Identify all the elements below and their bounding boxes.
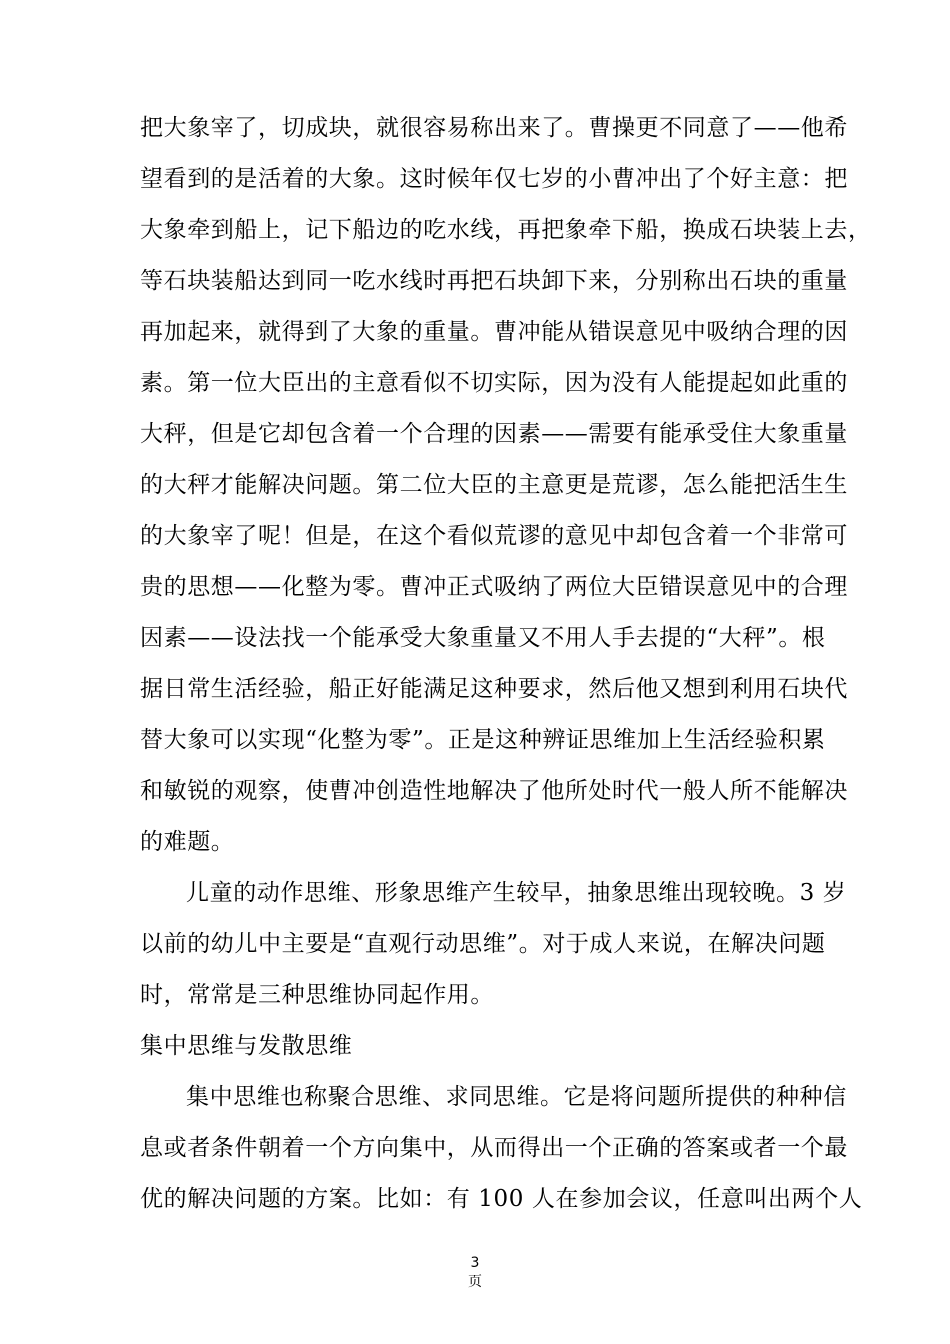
- text-line: 等石块装船达到同一吃水线时再把石块卸下来，分别称出石块的重量: [140, 268, 848, 294]
- text-line: 因素——设法找一个能承受大象重量又不用人手去提的“大秤”。根: [140, 625, 826, 651]
- text-line: 的大象宰了呢！但是，在这个看似荒谬的意见中却包含着一个非常可: [140, 523, 848, 549]
- text-line: 贵的思想——化整为零。曹冲正式吸纳了两位大臣错误意见中的合理: [140, 574, 848, 600]
- text-line: 集中思维也称聚合思维、求同思维。它是将问题所提供的种种信: [186, 1084, 847, 1110]
- section-heading: 集中思维与发散思维: [140, 1033, 353, 1059]
- text-line: 大秤，但是它却包含着一个合理的因素——需要有能承受住大象重量: [140, 421, 848, 447]
- text-line: 以前的幼儿中主要是“直观行动思维”。对于成人来说，在解决问题: [140, 931, 826, 957]
- text-line: 大象牵到船上，记下船边的吃水线，再把象牵下船，换成石块装上去，: [140, 217, 872, 243]
- text-line: 优的解决问题的方案。比如：有 100 人在参加会议，任意叫出两个人: [140, 1186, 863, 1212]
- text-line: 的难题。: [140, 829, 235, 855]
- text-line: 替大象可以实现“化整为零”。正是这种辨证思维加上生活经验积累: [140, 727, 826, 753]
- text-line: 时，常常是三种思维协同起作用。: [140, 982, 494, 1008]
- text-line: 再加起来，就得到了大象的重量。曹冲能从错误意见中吸纳合理的因: [140, 319, 848, 345]
- page-number: 3: [470, 1255, 480, 1271]
- text-line: 望看到的是活着的大象。这时候年仅七岁的小曹冲出了个好主意：把: [140, 166, 848, 192]
- text-line: 据日常生活经验，船正好能满足这种要求，然后他又想到利用石块代: [140, 676, 848, 702]
- page-label: 页: [468, 1274, 482, 1290]
- text-line: 息或者条件朝着一个方向集中，从而得出一个正确的答案或者一个最: [140, 1135, 848, 1161]
- text-line: 素。第一位大臣出的主意看似不切实际，因为没有人能提起如此重的: [140, 370, 848, 396]
- text-line: 的大秤才能解决问题。第二位大臣的主意更是荒谬，怎么能把活生生: [140, 472, 848, 498]
- text-line: 和敏锐的观察，使曹冲创造性地解决了他所处时代一般人所不能解决: [140, 778, 848, 804]
- text-line: 儿童的动作思维、形象思维产生较早，抽象思维出现较晚。3 岁: [186, 880, 847, 906]
- text-line: 把大象宰了，切成块，就很容易称出来了。曹操更不同意了——他希: [140, 115, 848, 141]
